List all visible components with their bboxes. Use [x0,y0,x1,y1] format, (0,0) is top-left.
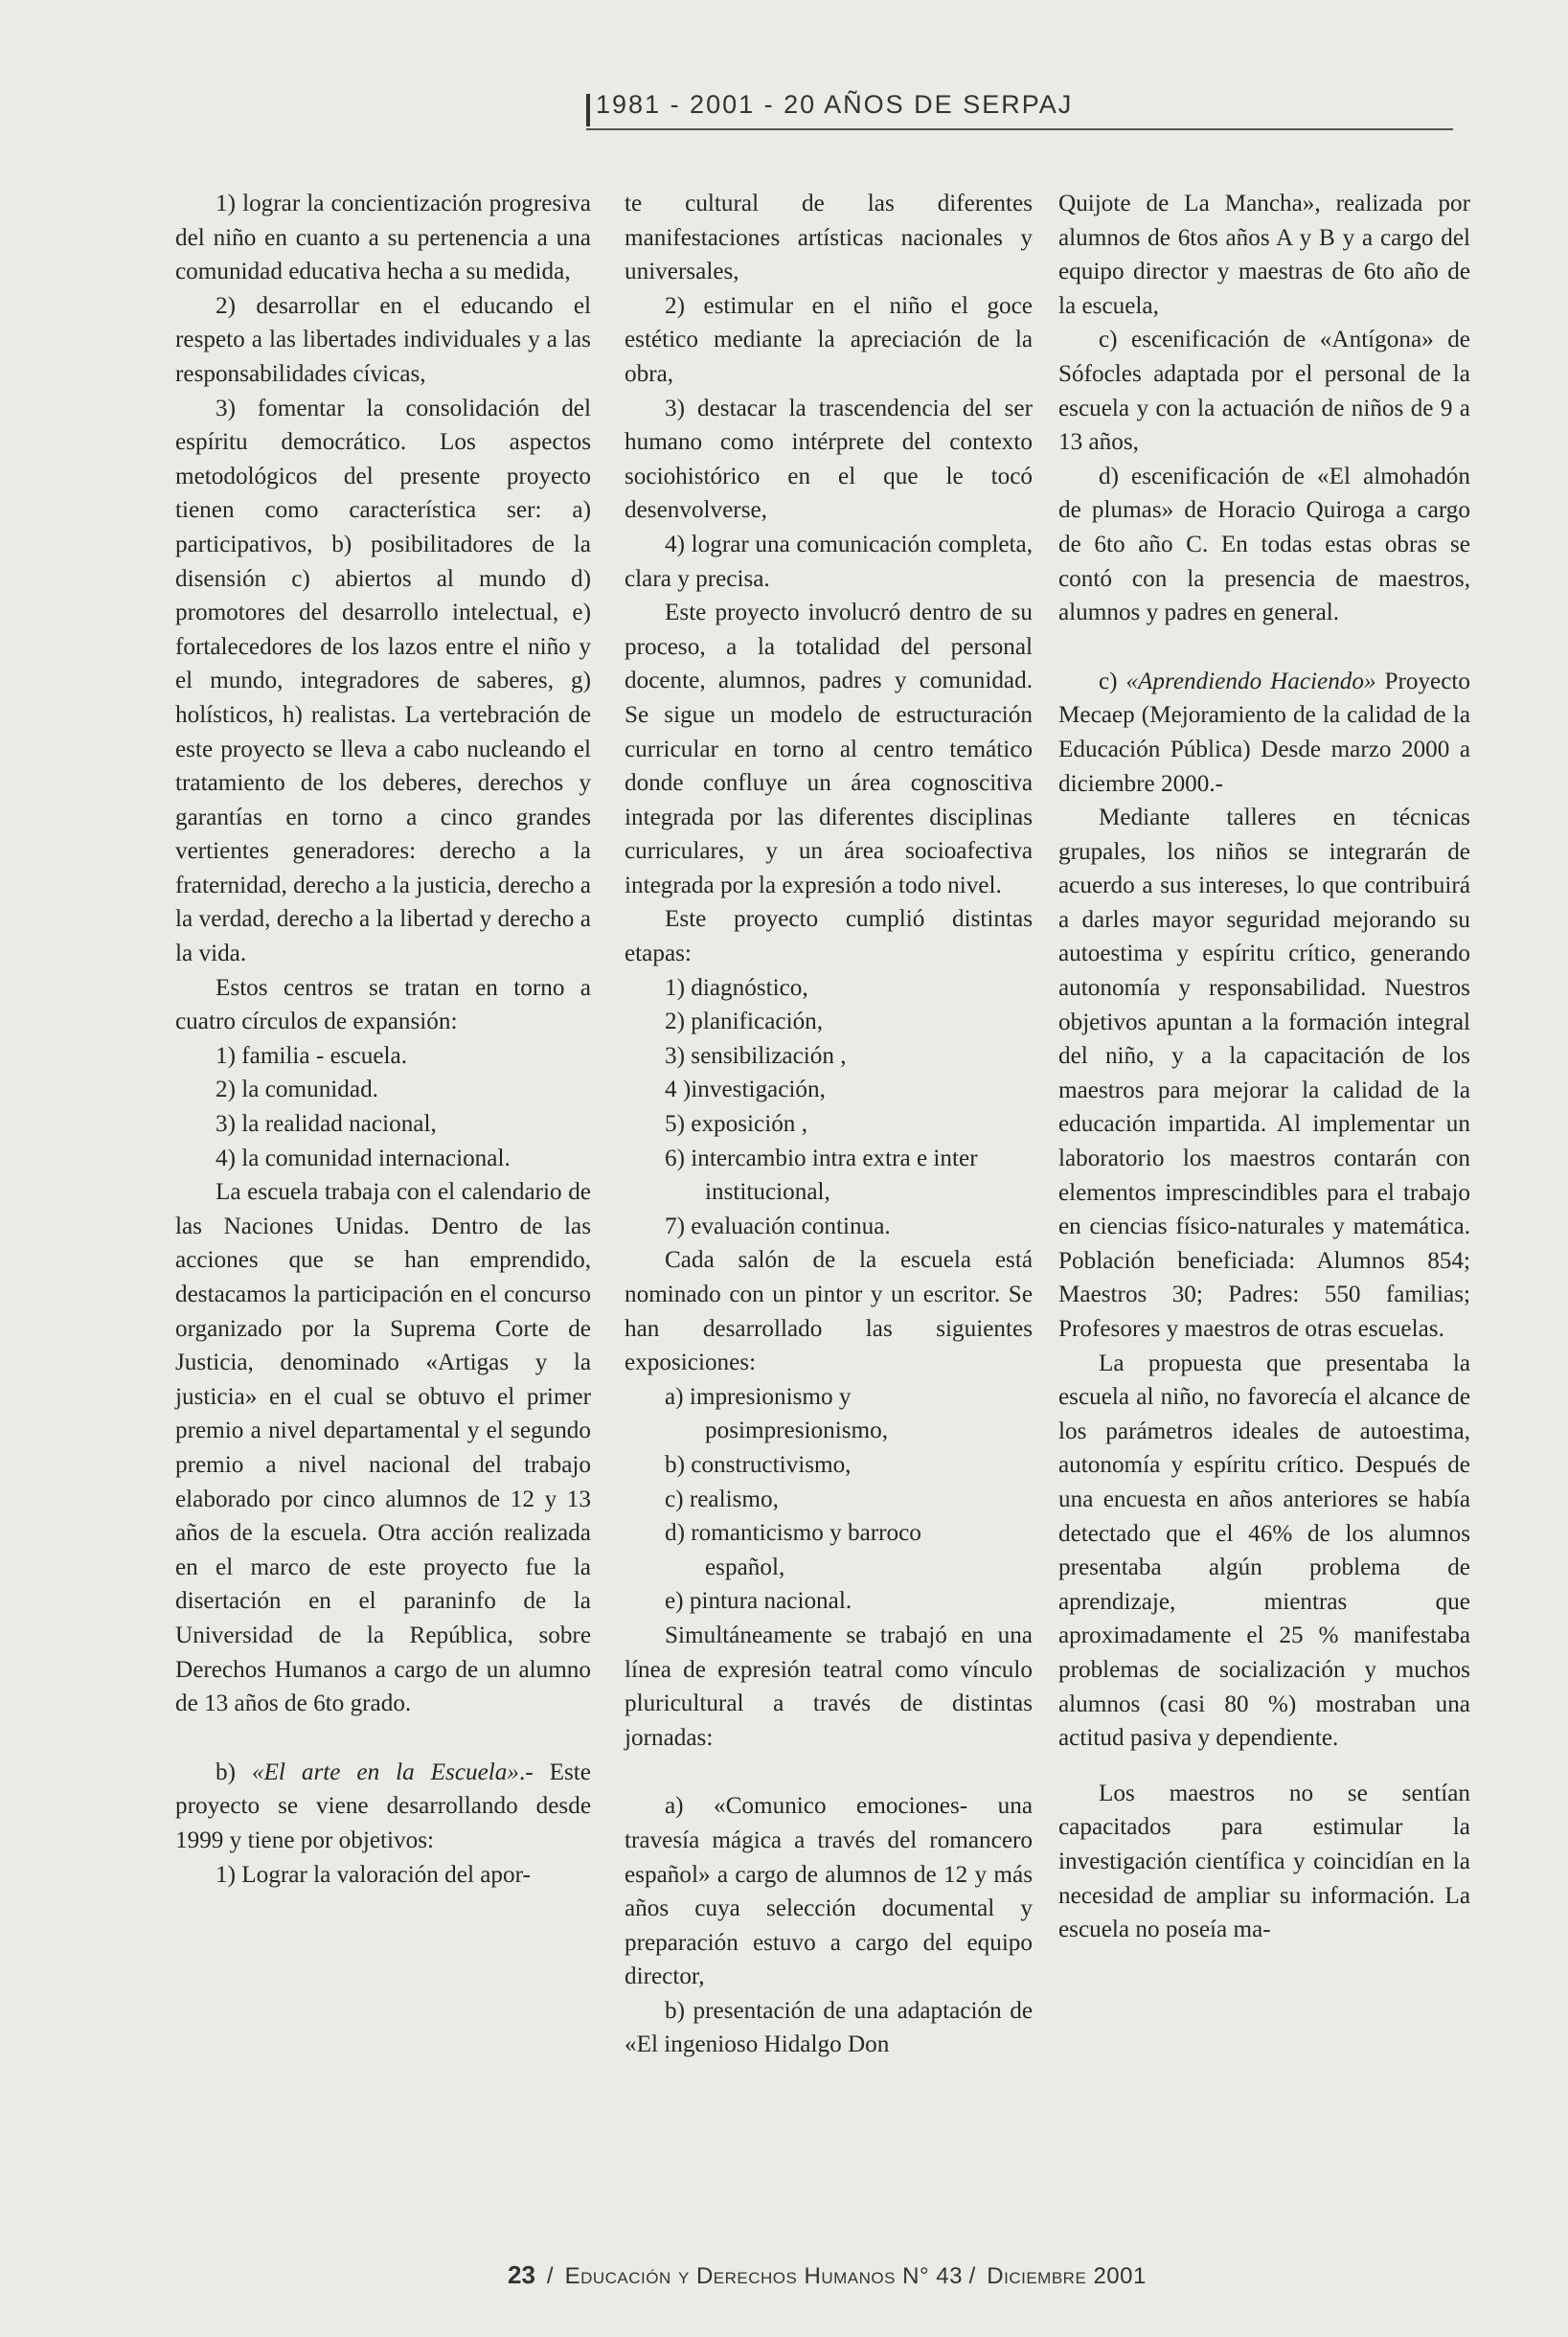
list-item: 2) planificación, [665,1009,824,1035]
section-label: c) [1099,668,1126,694]
page-footer [508,2260,1147,2290]
section-text: .- Este proyecto se viene desarrollando desde 1999 y tiene por objetivos: [175,1758,591,1853]
paragraph: 3) fomentar la consolidación del espíritu democrático. Los aspectos metodológicos del presente proyecto tienen como característica ser: a) participativos, b) posibilitadores de la disensión c) abiertos al mundo d) promotores del desarrollo intelectual, e) fortalecedores de los lazos entre el niño y el mundo, integradores de saberes, g) holísticos, h) realistas. La vertebración de este proyecto se lleva a cabo nucleando el tratamiento de los deberes, derechos y garantías en torno a cinco grandes vertientes generadores: derecho a la fraternidad, derecho a la justicia, derecho a la verdad, derecho a la libertad y derecho a la vida. [175,395,591,967]
list-item: 4) la comunidad internacional. [216,1145,511,1171]
footer-separator: / [968,2263,976,2289]
section-label: b) [216,1758,252,1785]
list-item: 3) sensibilización , [665,1042,847,1069]
paragraph: 1) lograr la concientización progresiva del niño en cuanto a su pertenencia a una comunidad educativa hecha a su medida, [175,191,591,285]
list-item: 1) familia - escuela. [216,1042,407,1069]
header-bar [586,94,590,126]
paragraph: Quijote de La Mancha», realizada por alumnos de 6tos años A y B y a cargo del equipo director y maestras de 6to año de la escuela, [1058,191,1470,319]
section-title: «Aprendiendo Haciendo» [1125,668,1376,694]
column-2 [625,187,1033,2062]
paragraph: 4) lograr una comunicación completa, clara y precisa. [625,531,1033,592]
paragraph: 2) estimular en el niño el goce estético mediante la apreciación de la obra, [625,292,1033,387]
paragraph: La escuela trabaja con el calendario de las Naciones Unidas. Dentro de las acciones que se han emprendido, destacamos la participación en el concurso organizado por la Suprema Corte de Justicia, denominado «Artigas y la justicia» en el cual se obtuvo el primer premio a nivel departamental y el segundo premio a nivel nacional del trabajo elaborado por cinco alumnos de 12 y 13 años de la escuela. Otra acción realizada en el marco de este proyecto fue la disertación en el paraninfo de la Universidad de la República, sobre Derechos Humanos a cargo de un alumno de 13 años de 6to grado. [175,1179,591,1717]
footer-separator: / [546,2263,554,2289]
section-heading-c [1058,665,1470,801]
running-header [586,88,1453,130]
paragraph: Cada salón de la escuela está nominado con un pintor y un escritor. Se han desarrollado las siguientes exposiciones: [625,1247,1033,1376]
column-3 [1058,187,1470,1947]
list-item: 2) la comunidad. [216,1077,378,1103]
paragraph: 3) destacar la trascendencia del ser humano como intérprete del contexto sociohistórico en el que le tocó desenvolverse, [625,395,1033,524]
paragraph: Este proyecto cumplió distintas etapas: [625,906,1033,967]
list-item: 7) evaluación continua. [665,1213,891,1239]
list-item: 1) diagnóstico, [665,974,808,1001]
journal-name: Educación y Derechos Humanos N° 43 [564,2263,963,2289]
list-item-text: d) romanticismo y barroco [665,1520,921,1547]
section-heading-b [175,1756,591,1858]
issue-date: Diciembre 2001 [987,2263,1147,2289]
list-item-continuation: posimpresionismo, [705,1418,889,1444]
list-item-text: 6) intercambio intra extra e inter [665,1145,978,1171]
paragraph: Mediante talleres en técnicas grupales, los niños se integrarán de acuerdo a sus intereses, lo que contribuirá a darles mayor seguridad mejorando su autoestima y espíritu crítico, generando autonomía y responsabilidad. Nuestros objetivos apuntan a la formación integral del niño, y a la capacitación de los maestros para mejorar la calidad de la educación impartida. Al implementar un laboratorio los maestros contarán con elementos imprescindibles para el trabajo en ciencias físico-naturales y matemática. Población beneficiada: Alumnos 854; Maestros 30; Padres: 550 familias; Profesores y maestros de otras escuelas. [1058,805,1470,1342]
list-item: 3) la realidad nacional, [216,1111,437,1138]
paragraph: b) presentación de una adaptación de «El ingenioso Hidalgo Don [625,1997,1033,2058]
paragraph: d) escenificación de «El almohadón de plumas» de Horacio Quiroga a cargo de 6to año C. En todas estas obras se contó con la presencia de maestros, alumnos y padres en general. [1058,463,1470,626]
list-item-text: a) impresionismo y [665,1383,852,1410]
paragraph: a) «Comunico emociones- una travesía mágica a través del romancero español» a cargo de alumnos de 12 y más años cuya selección documental y preparación estuvo a cargo del equipo director, [625,1793,1033,1990]
section-text: Proyecto Mecaep (Mejoramiento de la calidad de la Educación Pública) Desde marzo 2000 a diciembre 2000.- [1058,668,1470,797]
list-item [625,1516,1033,1584]
list-item: b) constructivismo, [665,1451,852,1478]
page-number: 23 [508,2260,535,2289]
list-item [625,1380,1033,1448]
paragraph: Estos centros se tratan en torno a cuatro círculos de expansión: [175,974,591,1035]
list-item-continuation: español, [705,1554,785,1580]
paragraph: Los maestros no se sentían capacitados para estimular la investigación científica y coincidían en la necesidad de ampliar su información. La escuela no poseía ma- [1058,1780,1470,1943]
list-item-continuation: institucional, [705,1179,830,1206]
list-item: 5) exposición , [665,1111,807,1138]
paragraph: c) escenificación de «Antígona» de Sófocles adaptada por el personal de la escuela y con la actuación de niños de 9 a 13 años, [1058,327,1470,456]
section-title: «El arte en la Escuela» [251,1758,519,1785]
paragraph: 1) Lograr la valoración del apor- [216,1861,531,1888]
list-item: e) pintura nacional. [665,1588,852,1615]
list-item: c) realismo, [665,1486,779,1512]
paragraph: La propuesta que presentaba la escuela al niño, no favorecía el alcance de los parámetros ideales de autoestima, autonomía y espíritu crítico. Después de una encuesta en años anteriores se había detectado que el 46% de los alumnos presentaba algún problema de aprendizaje, mientras que aproximadamente el 25 % manifestaba problemas de socialización y muchos alumnos (casi 80 %) mostraban una actitud pasiva y dependiente. [1058,1350,1470,1752]
column-1 [175,187,591,1892]
paragraph: 2) desarrollar en el educando el respeto a las libertades individuales y a las responsabilidades cívicas, [175,292,591,387]
list-item [625,1142,1033,1210]
list-item: 4 )investigación, [665,1077,826,1103]
paragraph: Simultáneamente se trabajó en una línea de expresión teatral como vínculo pluricultural a través de distintas jornadas: [625,1622,1033,1751]
header-title: 1981 - 2001 - 20 AÑOS DE SERPAJ [596,90,1074,119]
paragraph: te cultural de las diferentes manifestaciones artísticas nacionales y universales, [625,191,1033,285]
paragraph: Este proyecto involucró dentro de su proceso, a la totalidad del personal docente, alumnos, padres y comunidad. Se sigue un modelo de estructuración curricular en torno al centro temático donde confluye un área cognoscitiva integrada por las diferentes disciplinas curriculares, y un área socioafectiva integrada por la expresión a todo nivel. [625,600,1033,898]
